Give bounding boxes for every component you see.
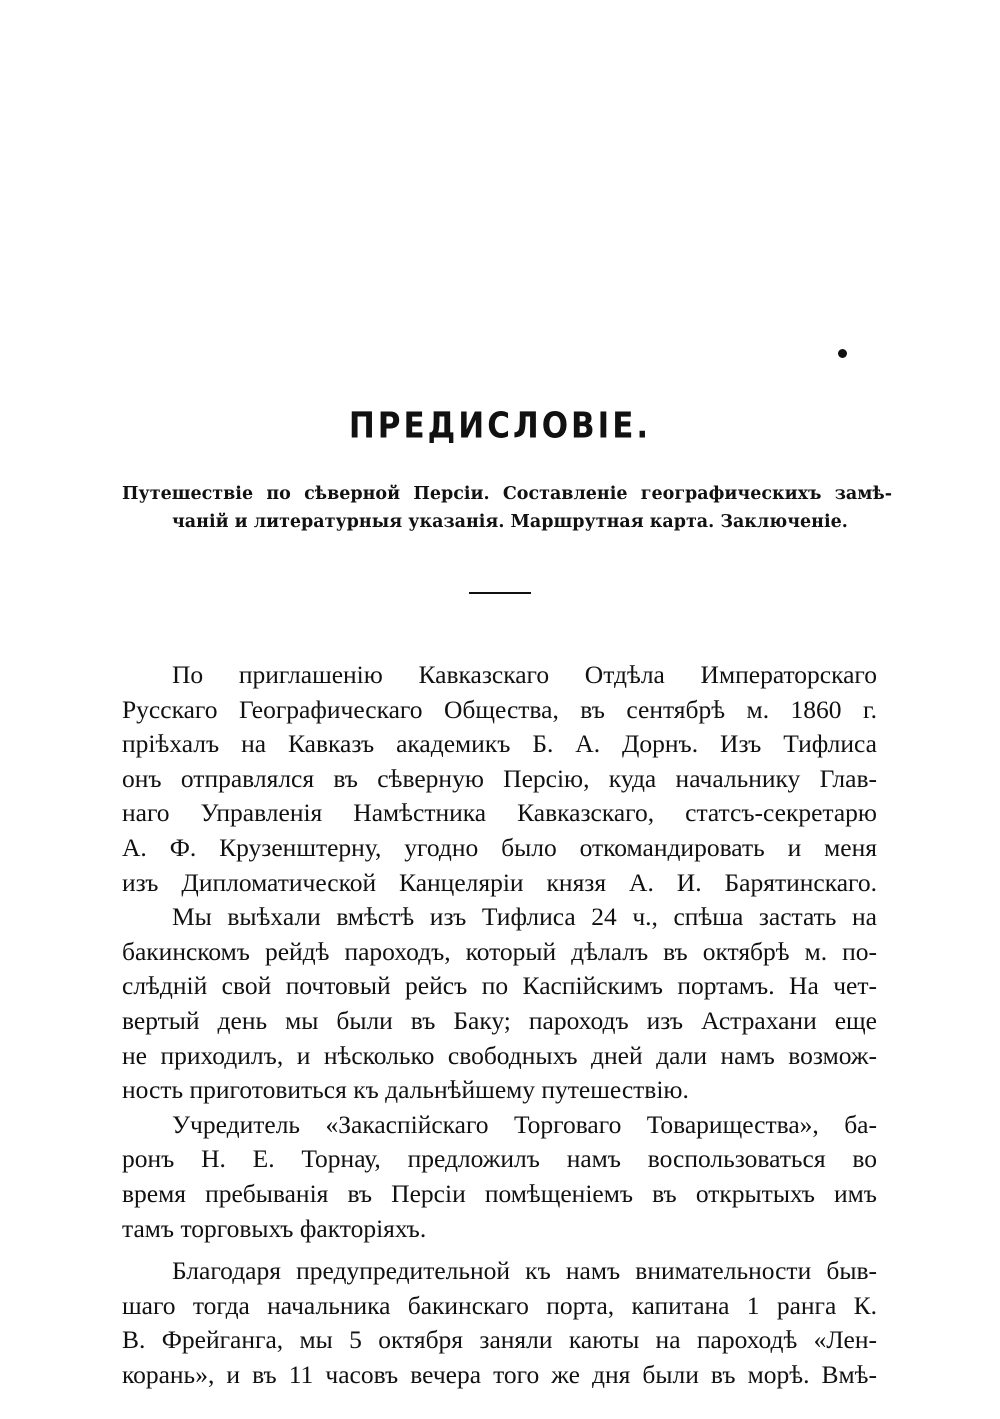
paragraph	[122, 1254, 877, 1392]
text-line: шаго тогда начальника бакинскаго порта, капитана 1 ранга К.	[122, 1290, 877, 1320]
summary-line: чаній и литературныя указанія. Маршрутная карта. Заключеніе.	[172, 512, 848, 532]
body-text	[122, 658, 877, 1392]
text-line: наго Управленія Намѣстника Кавказскаго, статсъ-секретарю	[122, 798, 877, 828]
text-line: пріѣхалъ на Кавказъ академикъ Б. А. Дорнъ. Изъ Тифлиса	[122, 729, 877, 759]
chapter-summary	[122, 480, 892, 536]
text-line: время пребыванія въ Персіи помѣщеніемъ въ открытыхъ имъ	[122, 1178, 877, 1208]
text-line: По приглашенію Кавказскаго Отдѣла Императорскаго	[172, 660, 877, 689]
summary-line: Путешествіе по сѣверной Персіи. Составленіе географическихъ замѣ-	[122, 484, 892, 504]
text-line: Мы выѣхали вмѣстѣ изъ Тифлиса 24 ч., спѣша застать на	[172, 902, 877, 932]
text-line: онъ отправлялся въ сѣверную Персію, куда начальнику Глав-	[122, 763, 877, 793]
text-line: тамъ торговыхъ факторіяхъ.	[122, 1213, 427, 1243]
text-line: бакинскомъ рейдѣ пароходъ, который дѣлалъ въ октябрѣ м. по-	[122, 936, 877, 966]
text-line: корань», и въ 11 часовъ вечера того же дня были въ морѣ. Вмѣ-	[122, 1359, 877, 1389]
text-line: А. Ф. Крузенштерну, угодно было откомандировать и меня	[122, 832, 877, 862]
text-line: не приходилъ, и нѣсколько свободныхъ дней дали намъ возмож-	[122, 1040, 877, 1070]
text-line: В. Фрейганга, мы 5 октября заняли каюты на пароходѣ «Лен-	[122, 1325, 877, 1355]
text-line: ность приготовиться къ дальнѣйшему путешествію.	[122, 1075, 689, 1105]
paragraph	[122, 658, 877, 900]
text-line: вертый день мы были въ Баку; пароходъ изъ Астрахани еще	[122, 1005, 877, 1035]
text-line: Русскаго Географическаго Общества, въ сентябрѣ м. 1860 г.	[122, 694, 877, 724]
text-line: слѣдній свой почтовый рейсъ по Каспійскимъ портамъ. На чет-	[122, 971, 877, 1001]
separator-rule	[469, 592, 531, 594]
text-line: ронъ Н. Е. Торнау, предложилъ намъ воспользоваться во	[122, 1144, 877, 1174]
ink-dot-mark	[838, 349, 847, 358]
text-line: Учредитель «Закаспійскаго Торговаго Товарищества», ба-	[172, 1109, 877, 1139]
text-line: изъ Дипломатической Канцеляріи князя А. И. Барятинскаго.	[122, 867, 877, 897]
text-line: Благодаря предупредительной къ намъ внимательности быв-	[172, 1256, 877, 1286]
paragraph	[122, 1108, 877, 1246]
page-title: ПРЕДИСЛОВІЕ.	[348, 405, 652, 447]
paragraph	[122, 900, 877, 1108]
paragraph-gap	[122, 1246, 877, 1254]
